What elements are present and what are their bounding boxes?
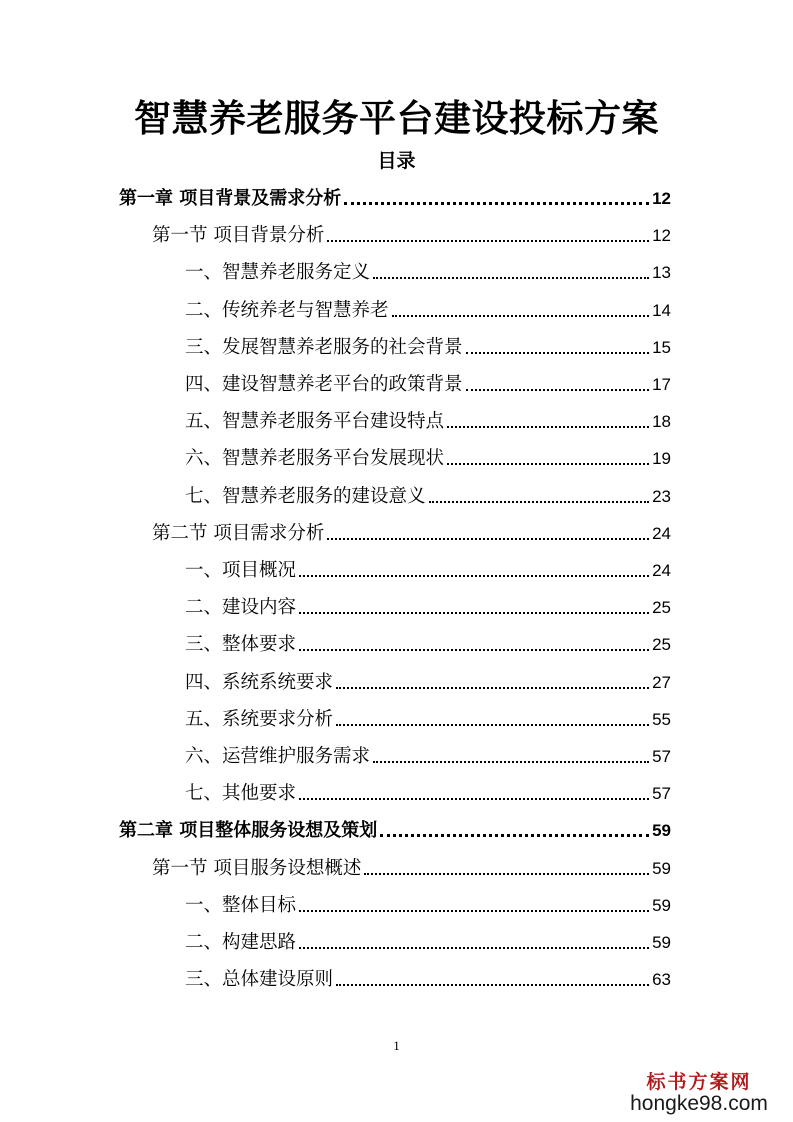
watermark-chinese: 标书方案网 [646,1071,752,1093]
toc-entry-label: 六、智慧养老服务平台发展现状 [185,448,445,470]
toc-entry-page: 12 [652,189,671,208]
toc-entry[interactable] [185,630,671,660]
toc-entry[interactable] [185,556,671,586]
toc-leader-dots [364,873,649,875]
toc-entry[interactable] [185,891,671,921]
toc-entry-page: 19 [652,449,671,469]
toc-entry[interactable] [185,296,671,326]
toc-entry-label: 二、建设内容 [185,597,297,619]
toc-entry-page: 57 [652,784,671,804]
toc-entry-label: 五、智慧养老服务平台建设特点 [185,411,445,433]
toc-entry[interactable] [185,333,671,363]
toc-entry[interactable] [152,519,671,549]
toc-entry-page: 17 [652,375,671,394]
toc-leader-dots [466,389,650,391]
toc-leader-dots [299,649,649,651]
toc-entry-label: 二、构建思路 [185,932,297,953]
toc-entry-label: 三、整体要求 [185,634,297,656]
document-title: 智慧养老服务平台建设投标方案 [134,97,659,140]
toc-entry[interactable] [185,370,671,400]
toc-leader-dots [447,463,649,465]
toc-entry-page: 63 [652,970,671,990]
toc-entry[interactable] [185,407,671,437]
watermark-domain: hongke98.com [630,1092,768,1115]
page-number: 1 [393,1038,400,1053]
toc-entry-page: 59 [652,858,671,878]
toc-entry-label: 第二章 项目整体服务设想及策划 [119,820,378,842]
toc-entry[interactable] [185,482,671,512]
toc-leader-dots [373,761,649,763]
toc-leader-dots [336,724,649,726]
toc-entry-label: 第一节 项目服务设想概述 [152,857,362,879]
toc-entry-label: 七、智慧养老服务的建设意义 [185,485,426,507]
toc-entry-page: 24 [652,561,671,580]
toc-entry[interactable] [185,965,671,995]
toc-leader-dots [299,612,649,614]
toc-entry-label: 五、系统要求分析 [185,708,334,730]
toc-entry-label: 二、传统养老与智慧养老 [185,299,389,321]
toc-entry-page: 15 [652,337,671,357]
toc-entry-label: 六、运营维护服务需求 [185,746,371,767]
toc-leader-dots [299,947,649,949]
toc-entry-page: 59 [652,821,671,841]
toc-leader-dots [344,202,649,205]
toc-entry-label: 三、总体建设原则 [185,969,334,991]
toc-leader-dots [299,798,649,800]
toc-entry-label: 一、项目概况 [185,560,297,581]
toc-entry-label: 一、整体目标 [185,894,297,916]
toc-entry-page: 12 [652,226,671,246]
toc-leader-dots [373,277,649,279]
toc-entry-page: 18 [652,412,671,432]
toc-entry-page: 55 [652,709,671,729]
toc-entry[interactable] [152,854,671,884]
toc-leader-dots [299,575,649,577]
toc-entry[interactable] [185,444,671,474]
toc-entry-label: 第一节 项目背景分析 [152,225,325,247]
toc-leader-dots [447,426,649,428]
toc-entry[interactable] [152,221,671,251]
toc-leader-dots [380,834,649,837]
toc-entry[interactable] [185,705,671,735]
toc-entry[interactable] [185,668,671,698]
toc-entry-page: 14 [652,300,671,320]
toc-entry[interactable] [185,779,671,809]
toc-leader-dots [429,501,650,503]
toc-entry-page: 23 [652,486,671,506]
toc-leader-dots [392,315,650,317]
toc-entry-label: 第一章 项目背景及需求分析 [119,188,342,209]
toc-leader-dots [466,352,650,354]
toc-entry-page: 13 [652,263,671,283]
toc-entry[interactable] [185,742,671,772]
toc-entry[interactable] [119,816,671,846]
toc-entry-page: 25 [652,635,671,655]
toc-leader-dots [336,984,649,986]
toc-entry-label: 七、其他要求 [185,783,297,805]
toc-entry-page: 25 [652,598,671,618]
toc-leader-dots [299,910,649,912]
toc-entry-page: 57 [652,747,671,766]
toc-entry-page: 59 [652,933,671,952]
toc-entry-label: 四、建设智慧养老平台的政策背景 [185,374,463,395]
toc-heading: 目录 [377,150,416,172]
toc-entry[interactable] [185,593,671,623]
watermark-logo [619,1067,779,1116]
toc-entry-page: 27 [652,672,671,692]
toc-entry-label: 三、发展智慧养老服务的社会背景 [185,336,463,358]
toc-entry-label: 四、系统系统要求 [185,671,334,693]
toc-leader-dots [327,240,649,242]
toc-entry-page: 59 [652,895,671,915]
toc-entry[interactable] [119,184,671,214]
toc-entry-label: 一、智慧养老服务定义 [185,262,371,284]
toc-leader-dots [336,687,649,689]
toc-entry-page: 24 [652,523,671,543]
toc-entry[interactable] [185,258,671,288]
toc-entry[interactable] [185,928,671,958]
toc-leader-dots [327,538,649,540]
toc-entry-label: 第二节 项目需求分析 [152,522,325,544]
